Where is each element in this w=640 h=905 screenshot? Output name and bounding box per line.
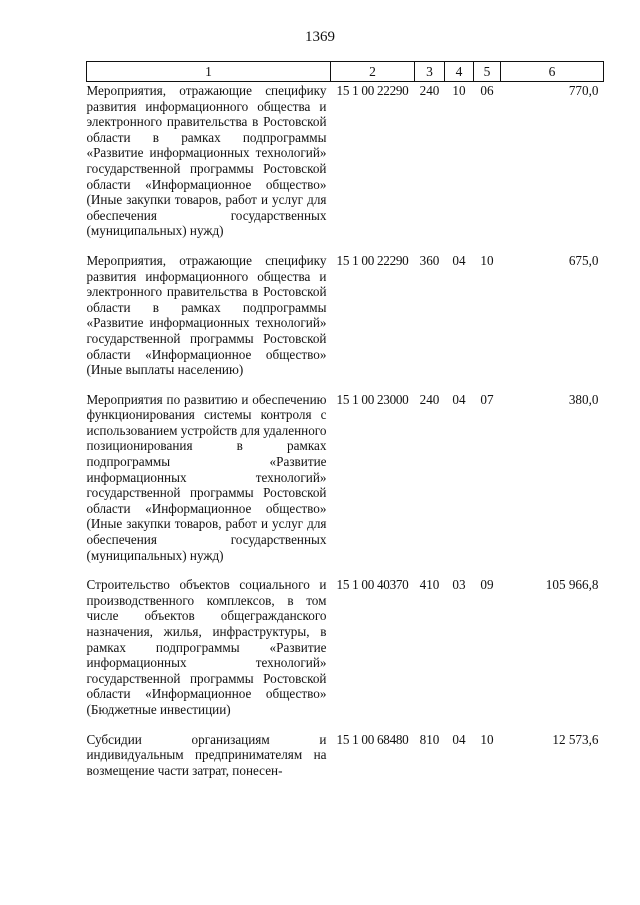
row-section: 04 [452, 731, 466, 747]
table-row [87, 239, 604, 378]
row-subsection: 10 [480, 731, 494, 747]
row-target-article: 15 1 00 22290 [336, 83, 409, 98]
row-name: Строительство объектов социального и производственного комплексов, в том числе объектов общегражданского назначения, жилья, инфраструктуры, в рамках подпрограммы «Развитие информационных технологий» государственной программы Ростовской области «Информационное общество» (Бюджетные инвестиции) [86, 577, 327, 717]
row-name: Субсидии организациям и индивидуальным предпринимателям на возмещение части затрат, понесен- [86, 731, 327, 778]
row-amount: 675,0 [568, 252, 599, 268]
column-header-csr: 2 [331, 62, 415, 82]
row-name: Мероприятия, отражающие специфику развития информационного общества и электронного правительства в Ростовской области в рамках подпрограммы «Развитие информационных технологий» государственной программы Ростовской области «Информационное общество» (Иные закупки товаров, работ и услуг для обеспечения государственных (муниципальных) нужд) [86, 83, 327, 239]
table-row [87, 563, 604, 717]
row-name: Мероприятия по развитию и обеспечению функционирования системы контроля с использованием устройств для удаленного позиционирования в рамках подпрограммы «Развитие информационных технологий» государственной программы Ростовской области «Информационное общество» (Иные закупки товаров, работ и услуг для обеспечения государственных (муниципальных) нужд) [86, 391, 327, 563]
budget-table [86, 61, 604, 778]
column-header-name: 1 [87, 62, 331, 82]
column-header-rz: 4 [445, 62, 474, 82]
column-header-pr: 5 [474, 62, 501, 82]
row-target-article: 15 1 00 22290 [336, 252, 409, 268]
row-expense-type: 810 [419, 731, 440, 747]
row-expense-type: 360 [419, 252, 440, 268]
row-target-article: 15 1 00 23000 [336, 391, 409, 407]
row-subsection: 07 [480, 391, 494, 407]
row-subsection: 06 [480, 83, 494, 98]
row-amount: 12 573,6 [552, 731, 599, 747]
row-target-article: 15 1 00 40370 [336, 577, 409, 593]
table-row [87, 82, 604, 239]
row-section: 10 [452, 83, 466, 98]
row-amount: 770,0 [568, 83, 599, 98]
column-number-row [87, 62, 604, 82]
row-expense-type: 410 [419, 577, 440, 593]
row-target-article: 15 1 00 68480 [336, 731, 409, 747]
row-name: Мероприятия, отражающие специфику развития информационного общества и электронного правительства в Ростовской области в рамках подпрограммы «Развитие информационных технологий» государственной программы Ростовской области «Информационное общество» (Иные выплаты населению) [86, 252, 327, 378]
row-section: 03 [452, 577, 466, 593]
row-section: 04 [452, 391, 466, 407]
column-header-sum: 6 [501, 62, 604, 82]
row-expense-type: 240 [419, 83, 440, 98]
column-header-vr: 3 [415, 62, 445, 82]
row-expense-type: 240 [419, 391, 440, 407]
row-amount: 105 966,8 [545, 577, 599, 593]
page-number: 1369 [305, 29, 335, 45]
table-row [87, 378, 604, 564]
table-row [87, 718, 604, 779]
row-subsection: 09 [480, 577, 494, 593]
row-amount: 380,0 [568, 391, 599, 407]
row-subsection: 10 [480, 252, 494, 268]
row-section: 04 [452, 252, 466, 268]
